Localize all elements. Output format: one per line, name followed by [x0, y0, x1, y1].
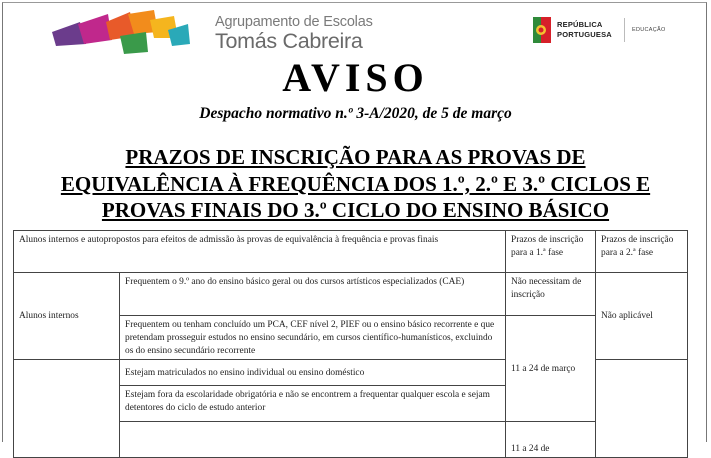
- school-name-line1: Agrupamento de Escolas: [215, 14, 373, 30]
- school-name-line2: Tomás Cabreira: [215, 29, 363, 53]
- school-logo: [50, 10, 190, 54]
- republic-emblem-icon: [533, 17, 551, 43]
- phase1-range-cell: 11 a 24 de março: [506, 316, 596, 422]
- row-text-cell: [120, 422, 506, 458]
- notice-heading: [0, 144, 711, 224]
- internal-students-label: Alunos internos: [14, 273, 120, 360]
- phase2-not-applicable-cell: Não aplicável: [596, 273, 688, 360]
- row-text-cell: Estejam matriculados no ensino individual ou ensino doméstico: [120, 360, 506, 386]
- republic-name-line1: REPÚBLICA: [557, 20, 603, 29]
- row-text-cell: Frequentem o 9.º ano do ensino básico geral ou dos cursos artísticos especializados (CAE): [120, 273, 506, 316]
- table-header-row: [14, 231, 688, 273]
- republic-name-line2: PORTUGUESA: [557, 30, 612, 39]
- phase1-not-required-cell: Não necessitam de inscrição: [506, 273, 596, 316]
- empty-label-cell: [14, 360, 120, 458]
- phase2-empty-cell: [596, 360, 688, 458]
- header-students-cell: Alunos internos e autopropostos para efeitos de admissão às provas de equivalência à frequência e provas finais: [14, 231, 506, 273]
- heading-line-2: EQUIVALÊNCIA À FREQUÊNCIA DOS 1.º, 2.º E 3.º CICLOS E: [60, 171, 651, 196]
- row-text-cell: Frequentem ou tenham concluído um PCA, CEF nível 2, PIEF ou o ensino básico recorrente e que pretendam prosseguir estudos no ensino secundário, em cursos científico-humanísticos, excluindo os do ensino secundário recorrente: [120, 316, 506, 360]
- despacho-reference: Despacho normativo n.º 3-A/2020, de 5 de março: [199, 105, 512, 122]
- heading-line-1: PRAZOS DE INSCRIÇÃO PARA AS PROVAS DE: [125, 145, 586, 169]
- header-divider: [624, 18, 625, 42]
- heading-line-3: PROVAS FINAIS DO 3.º CICLO DO ENSINO BÁSICO: [101, 198, 610, 222]
- notice-title: AVISO: [282, 55, 429, 100]
- header-phase1-cell: Prazos de inscrição para a 1.ª fase: [506, 231, 596, 273]
- ministry-label: EDUCAÇÃO: [632, 27, 666, 33]
- row-text-cell: Estejam fora da escolaridade obrigatória e não se encontrem a frequentar qualquer escola e sejam detentores do ciclo de estudo anterior: [120, 386, 506, 422]
- phase1-range-cell-cut: 11 a 24 de: [506, 422, 596, 458]
- header-phase2-cell: Prazos de inscrição para a 2.ª fase: [596, 231, 688, 273]
- deadlines-table: [13, 230, 688, 458]
- table-row: [14, 273, 688, 316]
